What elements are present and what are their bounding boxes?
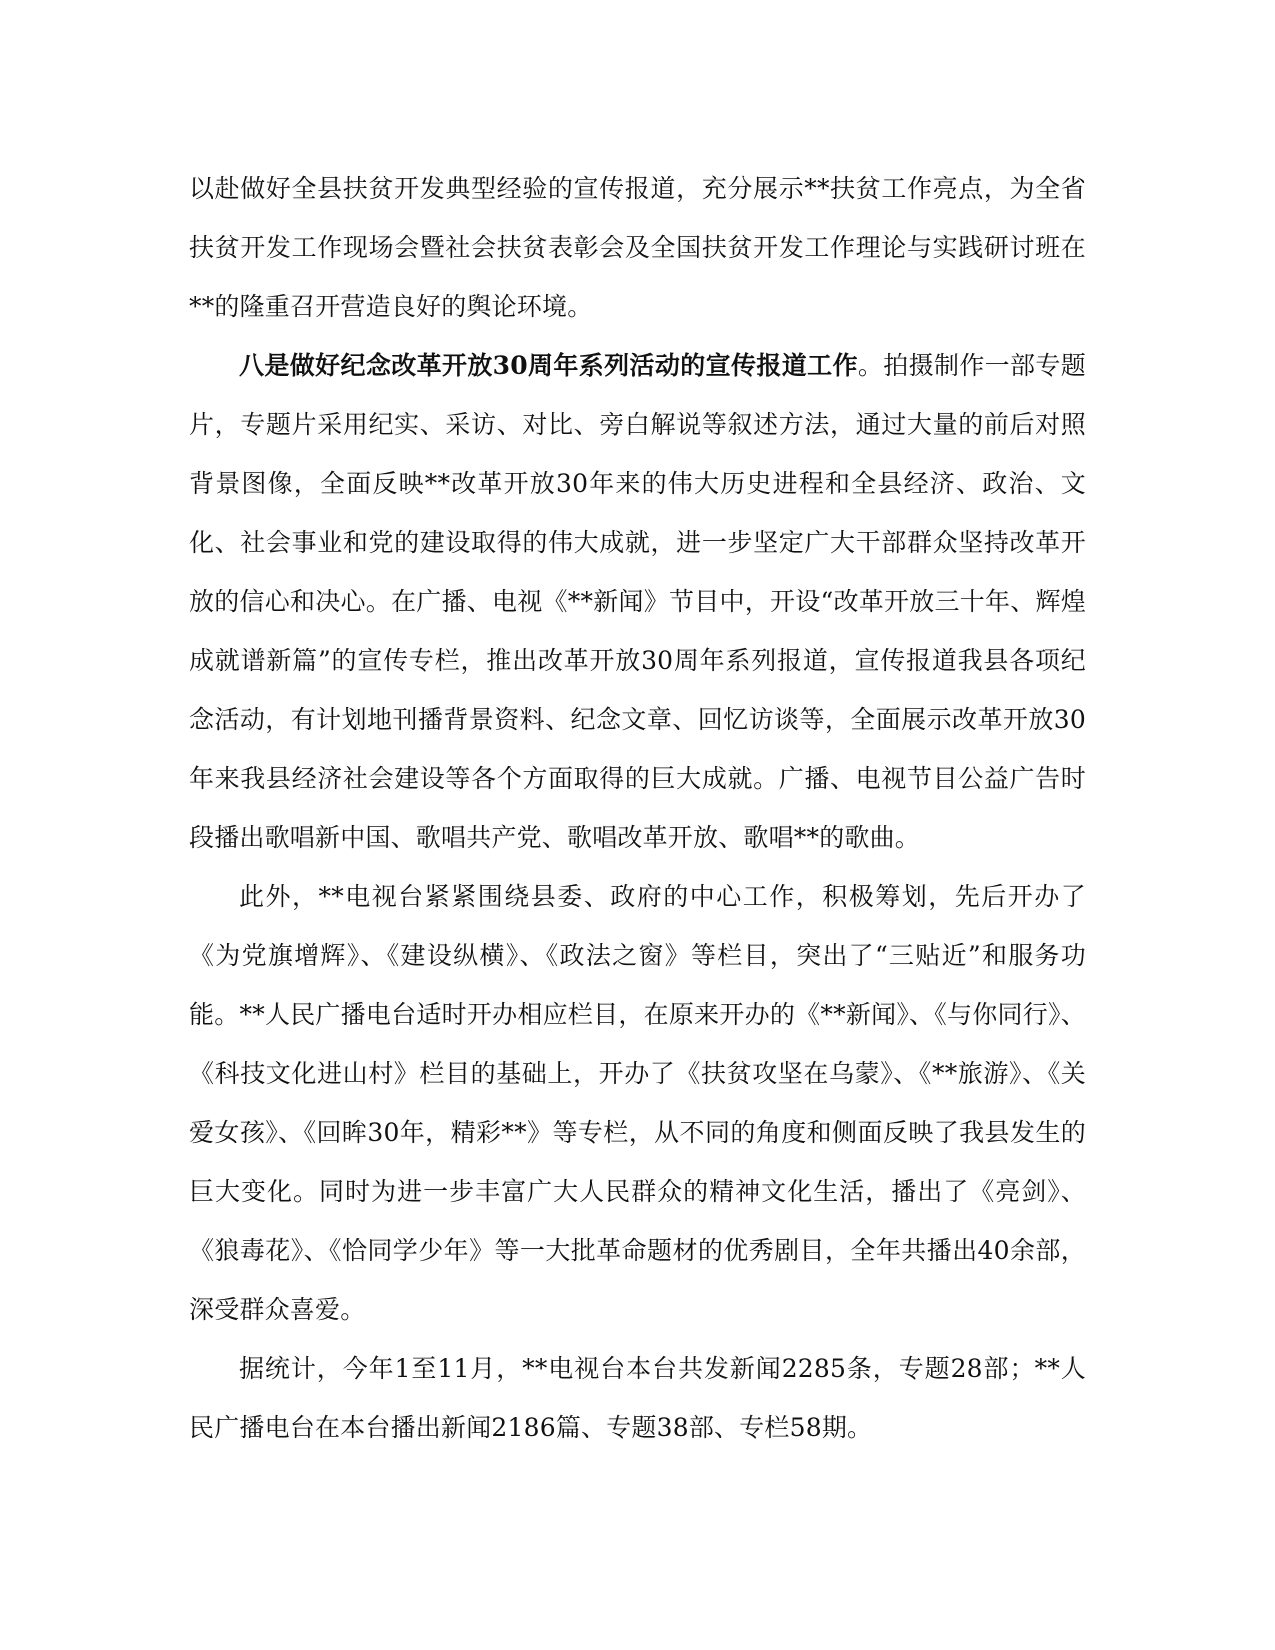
paragraph-lead-heading: 八是做好纪念改革开放30周年系列活动的宣传报道工作 [239, 351, 858, 380]
paragraph-statistics [189, 1339, 1086, 1457]
paragraph-text: 以赴做好全县扶贫开发典型经验的宣传报道，充分展示**扶贫工作亮点，为全省扶贫开发工作现场会暨社会扶贫表彰会及全国扶贫开发工作理论与实践研讨班在**的隆重召开营造良好的舆论环境。 [189, 174, 1086, 321]
paragraph-text: 据统计，今年1至11月，**电视台本台共发新闻2285条，专题28部；**人民广播电台在本台播出新闻2186篇、专题38部、专栏58期。 [189, 1354, 1086, 1442]
paragraph-text: 此外，**电视台紧紧围绕县委、政府的中心工作，积极筹划，先后开办了《为党旗增辉》、《建设纵横》、《政法之窗》等栏目，突出了“三贴近”和服务功能。**人民广播电台适时开办相应栏目，在原来开办的《**新闻》、《与你同行》、《科技文化进山村》栏目的基础上，开办了《扶贫攻坚在乌蒙》、《**旅游》、《关爱女孩》、《回眸30年，精彩**》等专栏，从不同的角度和侧面反映了我县发生的巨大变化。同时为进一步丰富广大人民群众的精神文化生活，播出了《亮剑》、《狼毒花》、《恰同学少年》等一大批革命题材的优秀剧目，全年共播出40余部，深受群众喜爱。 [189, 882, 1086, 1324]
paragraph-text: 。拍摄制作一部专题片，专题片采用纪实、采访、对比、旁白解说等叙述方法，通过大量的前后对照背景图像，全面反映**改革开放30年来的伟大历史进程和全县经济、政治、文化、社会事业和党的建设取得的伟大成就，进一步坚定广大干部群众坚持改革开放的信心和决心。在广播、电视《**新闻》节目中，开设“改革开放三十年、辉煌成就谱新篇”的宣传专栏，推出改革开放30周年系列报道，宣传报道我县各项纪念活动，有计划地刊播背景资料、纪念文章、回忆访谈等，全面展示改革开放30年来我县经济社会建设等各个方面取得的巨大成就。广播、电视节目公益广告时段播出歌唱新中国、歌唱共产党、歌唱改革开放、歌唱**的歌曲。 [189, 351, 1086, 852]
paragraph-reform-anniversary [189, 336, 1086, 867]
paragraph-programs [189, 867, 1086, 1339]
paragraph-continuation [189, 159, 1086, 336]
document-page [189, 159, 1086, 1457]
